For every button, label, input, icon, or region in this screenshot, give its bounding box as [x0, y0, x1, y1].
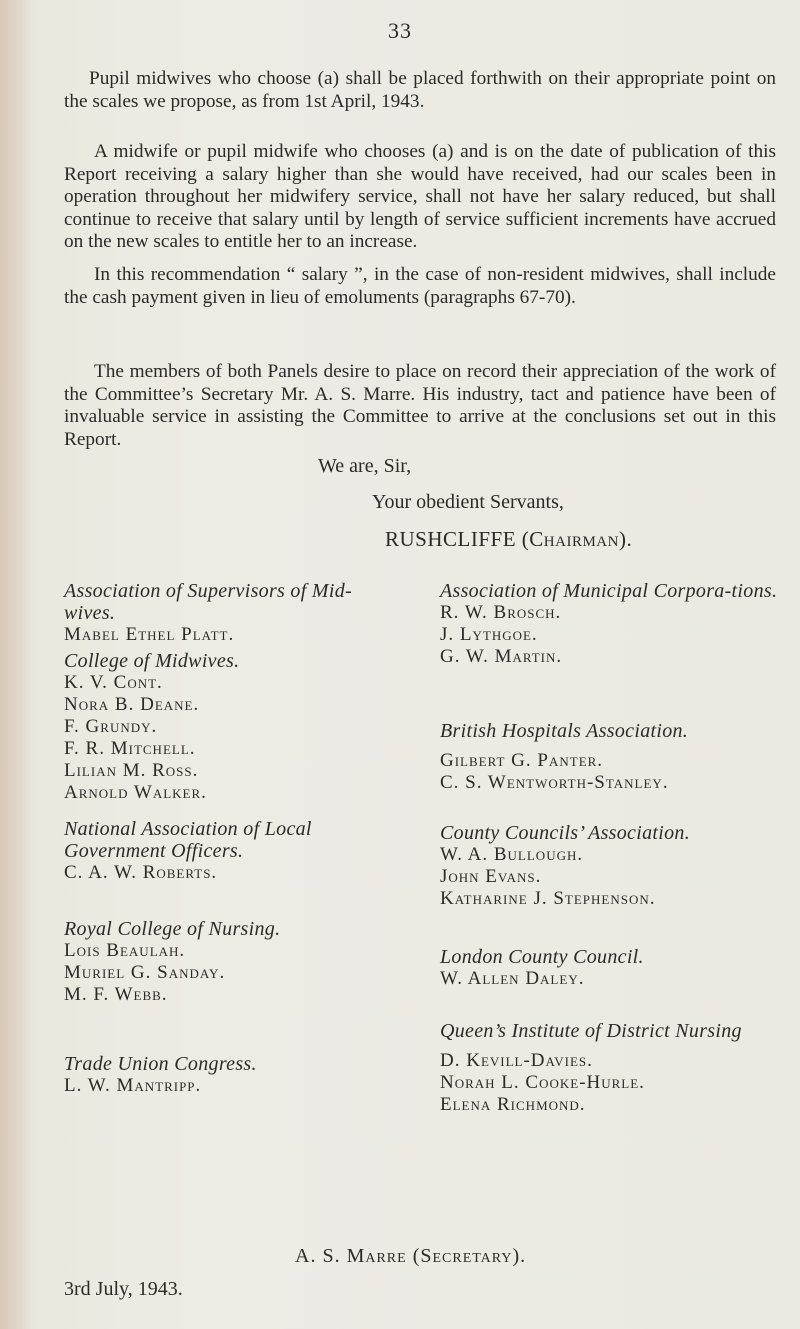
signatory-name: J. Lythgoe.	[440, 624, 538, 645]
organisation-name: County Councils’ Association.	[440, 822, 690, 844]
signatory-name: R. W. Brosch.	[440, 602, 562, 623]
signatory-group	[440, 580, 780, 668]
signatory-name: W. Allen Daley.	[440, 968, 585, 989]
organisation-name: Trade Union Congress.	[64, 1053, 257, 1075]
signatory-name: F. Grundy.	[64, 716, 158, 737]
signatory-name: Muriel G. Sanday.	[64, 962, 226, 983]
page-number: 33	[388, 18, 412, 43]
scan-edge-shadow	[0, 0, 32, 1329]
signatory-group	[440, 822, 780, 910]
signatory-name: Mabel Ethel Platt.	[64, 624, 235, 645]
organisation-name: London County Council.	[440, 946, 644, 968]
paragraph-salary-definition: In this recommendation “ salary ”, in the case of non-resident midwives, shall include the cash payment given in lieu of emoluments (paragraphs 67-70).	[64, 264, 776, 308]
signatory-group	[64, 650, 239, 804]
signatory-name: Katharine J. Stephenson.	[440, 888, 656, 909]
signatory-name: Arnold Walker.	[64, 782, 207, 803]
paragraph-appreciation: The members of both Panels desire to place on record their appreciation of the work of the Committee’s Secretary Mr. A. S. Marre. His industry, tact and patience have been of invaluable service in assisting the Committee to arrive at the conclusions set out in this Report.	[64, 361, 776, 450]
signatory-name: Elena Richmond.	[440, 1094, 586, 1115]
chairman-signature: RUSHCLIFFE (Chairman).	[385, 527, 633, 551]
organisation-name: National Association of Local Government Officers.	[64, 818, 312, 862]
signatory-name: Lilian M. Ross.	[64, 760, 199, 781]
signatory-name: L. W. Mantripp.	[64, 1075, 202, 1096]
organisation-name: Queen’s Institute of District Nursing	[440, 1020, 742, 1042]
organisation-name: British Hospitals Association.	[440, 720, 689, 742]
salutation: We are, Sir,	[318, 455, 412, 477]
secretary-signature: A. S. Marre (Secretary).	[295, 1245, 527, 1267]
signatory-group	[440, 720, 780, 794]
signatory-name: K. V. Cont.	[64, 672, 163, 693]
signatory-name: Nora B. Deane.	[64, 694, 200, 715]
signatory-name: M. F. Webb.	[64, 984, 168, 1005]
signatory-name: F. R. Mitchell.	[64, 738, 196, 759]
paragraph-pupil-midwives: Pupil midwives who choose (a) shall be placed forthwith on their appropriate point on the scales we propose, as from 1st April, 1943.	[64, 68, 776, 112]
document-date: 3rd July, 1943.	[64, 1278, 183, 1300]
valediction: Your obedient Servants,	[372, 491, 564, 513]
signatory-name: C. A. W. Roberts.	[64, 862, 218, 883]
signatory-name: W. A. Bullough.	[440, 844, 584, 865]
signatory-group	[440, 1020, 785, 1116]
signatory-name: Lois Beaulah.	[64, 940, 186, 961]
organisation-name: Association of Municipal Corpora-tions.	[440, 580, 778, 602]
organisation-name: Association of Supervisors of Mid-wives.	[64, 580, 352, 624]
signatory-group	[440, 946, 780, 990]
signatory-group	[64, 580, 394, 646]
paragraph-midwife-salary: A midwife or pupil midwife who chooses (a) and is on the date of publication of this Report receiving a salary higher than she would have received, had our scales been in operation throughout her midwifery service, shall not have her salary reduced, but shall continue to receive that salary until by length of service sufficient increments have accrued on the new scales to entitle her to an increase.	[64, 141, 776, 252]
organisation-name: College of Midwives.	[64, 650, 240, 672]
organisation-name: Royal College of Nursing.	[64, 918, 281, 940]
signatory-group	[64, 1053, 257, 1097]
signatory-name: G. W. Martin.	[440, 646, 563, 667]
signatory-name: D. Kevill-Davies.	[440, 1050, 593, 1071]
signatory-group	[64, 918, 280, 1006]
signatory-name: John Evans.	[440, 866, 542, 887]
signatory-name: C. S. Wentworth-Stanley.	[440, 772, 669, 793]
signatory-name: Gilbert G. Panter.	[440, 750, 604, 771]
signatory-group	[64, 818, 394, 884]
signatory-name: Norah L. Cooke-Hurle.	[440, 1072, 645, 1093]
